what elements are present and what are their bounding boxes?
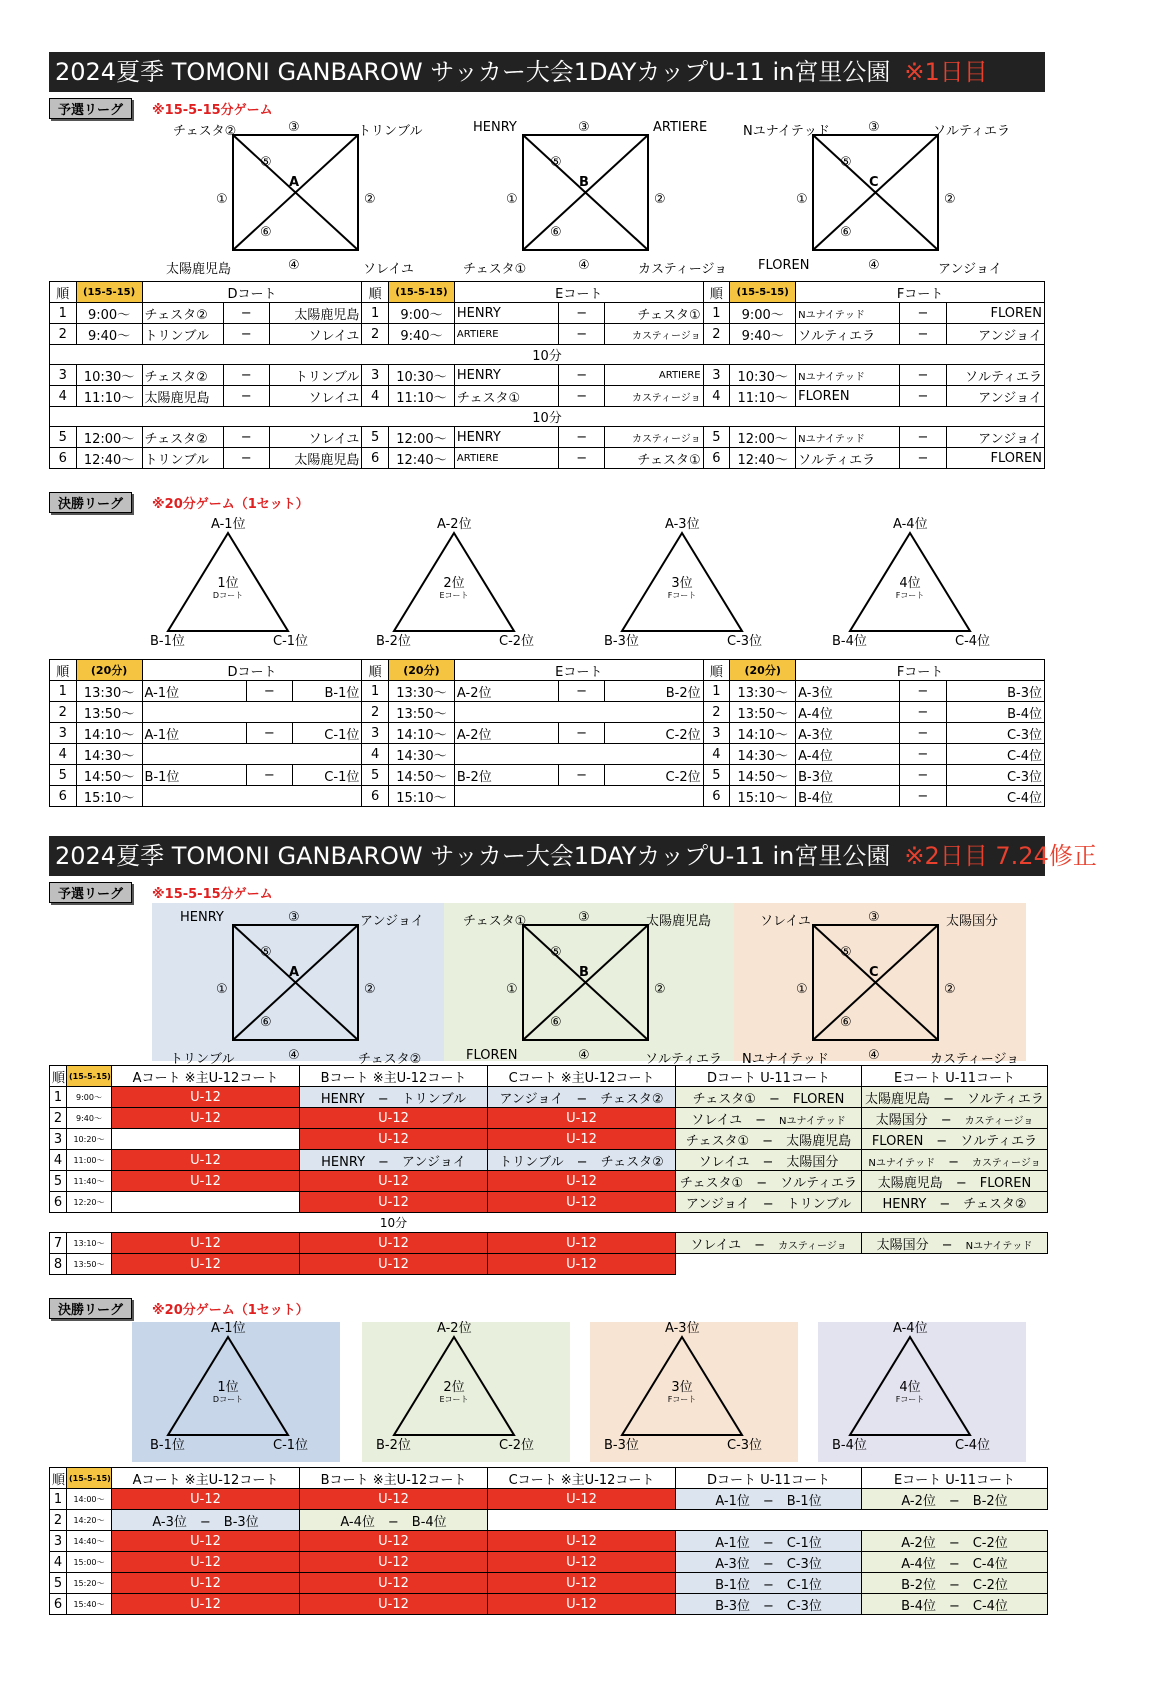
table-row: 4 11:10～ 太陽鹿児島 − ソレイユ 4 11:10～ チェスタ① − カスティージョ 4 11:10～ FLOREN − アンジョイ (50, 386, 1045, 407)
table-row: 4 14:30～ 4 14:30～ 4 14:30～ A-4位 − C-4位 (50, 744, 1045, 765)
table-row: 2 13:50～ 2 13:50～ 2 13:50～ A-4位 − B-4位 (50, 702, 1045, 723)
table-header: 順 (20分) Dコート 順 (20分) Eコート 順 (20分) Fコート (50, 660, 1045, 681)
day1-note: ※1日目 (904, 58, 988, 86)
day1-final-table (49, 659, 1045, 807)
day2-note: ※2日目 7.24修正 (904, 842, 1097, 870)
final-group-1: A-1位 B-1位 C-1位 1位 Dコート (150, 1321, 309, 1453)
table-row: 6 15:10～ 6 15:10～ 6 15:10～ B-4位 − C-4位 (50, 786, 1045, 807)
table-row: 2 14:20～ A-3位 − B-3位 A-4位 − B-4位 (50, 1510, 1048, 1531)
table-header: 順 (15-5-15) Dコート 順 (15-5-15) Eコート 順 (15-5-15) Fコート (50, 282, 1045, 303)
day1-prelim-label: 予選リーグ ※15-5-15分ゲーム (49, 98, 273, 119)
break-row: 10分 (50, 407, 1045, 427)
table-row: 1 14:00～ U-12 U-12 U-12 A-1位 − B-1位 A-2位 − B-2位 (50, 1489, 1048, 1510)
table-row: 1 13:30～ A-1位 − B-1位 1 13:30～ A-2位 − B-2位 1 13:30～ A-3位 − B-3位 (50, 681, 1045, 702)
day1-group-a: チェスタ② トリンブル 太陽鹿児島 ソレイユ ③ ④ ① ② ⑤ ⑥ A (166, 120, 423, 277)
table-header: 順 (15-5-15) Aコート ※主U-12コート Bコート ※主U-12コート Cコート ※主U-12コート Dコート U-11コート Eコート U-11コート (50, 1468, 1048, 1489)
day2-final-label: 決勝リーグ ※20分ゲーム（1セット） (49, 1298, 309, 1319)
table-row: 1 9:00～ U-12 HENRY − トリンブル アンジョイ − チェスタ② チェスタ① − FLOREN 太陽鹿児島 − ソルティエラ (50, 1087, 1048, 1108)
table-row: 5 15:20～ U-12 U-12 U-12 B-1位 − C-1位 B-2位 − C-2位 (50, 1573, 1048, 1594)
day2-group-b: チェスタ① 太陽鹿児島 FLOREN ソルティエラ ③ ④ ① ② ⑤ ⑥ B (463, 910, 722, 1067)
table-row: 6 15:40～ U-12 U-12 U-12 B-3位 − C-3位 B-4位 − C-4位 (50, 1594, 1048, 1615)
day2-final-table (49, 1467, 1048, 1615)
table-header: 順 (15-5-15) Aコート ※主U-12コート Bコート ※主U-12コート Cコート ※主U-12コート Dコート U-11コート Eコート U-11コート (50, 1066, 1048, 1087)
table-row: 5 11:40～ U-12 U-12 U-12 チェスタ① − ソルティエラ 太陽鹿児島 − FLOREN (50, 1171, 1048, 1192)
table-row: 3 10:30～ チェスタ② − トリンブル 3 10:30～ HENRY − ARTIERE 3 10:30～ Nユナイテッド − ソルティエラ (50, 365, 1045, 386)
table-row: 3 14:40～ U-12 U-12 U-12 A-1位 − C-1位 A-2位 − C-2位 (50, 1531, 1048, 1552)
day2-prelim-label: 予選リーグ ※15-5-15分ゲーム (49, 882, 273, 903)
day1-group-b: HENRY ARTIERE チェスタ① カスティージョ ③ ④ ① ② ⑤ ⑥ B (463, 120, 728, 277)
day2-group-c: ソレイユ 太陽国分 Nユナイテッド カスティージョ ③ ④ ① ② ⑤ ⑥ C (742, 910, 1020, 1067)
final-group-1: A-1位 B-1位 C-1位 1位 Dコート (150, 517, 309, 649)
table-row: 6 12:40～ トリンブル − 太陽鹿児島 6 12:40～ ARTIERE − チェスタ① 6 12:40～ ソルティエラ − FLOREN (50, 448, 1045, 469)
day1-title: 2024夏季 TOMONI GANBAROW サッカー大会1DAYカップU-11 in宮里公園 ※1日目 (49, 52, 1045, 92)
table-row: 3 14:10～ A-1位 − C-1位 3 14:10～ A-2位 − C-2位 3 14:10～ A-3位 − C-3位 (50, 723, 1045, 744)
day1-group-c: Nユナイテッド ソルティエラ FLOREN アンジョイ ③ ④ ① ② ⑤ ⑥ C (743, 120, 1010, 277)
final-group-3: A-3位 B-3位 C-3位 3位 Fコート (604, 517, 763, 649)
table-row: 8 13:50～ U-12 U-12 U-12 (50, 1254, 1048, 1275)
day1-prelim-table (49, 281, 1045, 469)
final-group-4: A-4位 B-4位 C-4位 4位 Fコート (832, 517, 991, 649)
final-group-2: A-2位 B-2位 C-2位 2位 Eコート (376, 517, 535, 649)
day2-group-a: HENRY アンジョイ トリンブル チェスタ② ③ ④ ① ② ⑤ ⑥ A (170, 910, 424, 1067)
day2-prelim-table (49, 1065, 1048, 1275)
break-row: 10分 (379, 1215, 408, 1230)
table-row: 5 12:00～ チェスタ② − ソレイユ 5 12:00～ HENRY − カスティージョ 5 12:00～ Nユナイテッド − アンジョイ (50, 427, 1045, 448)
final-group-2: A-2位 B-2位 C-2位 2位 Eコート (376, 1321, 535, 1453)
table-row: 3 10:20～ U-12 U-12 チェスタ① − 太陽鹿児島 FLOREN − ソルティエラ (50, 1129, 1048, 1150)
day1-final-label: 決勝リーグ ※20分ゲーム（1セット） (49, 492, 309, 513)
table-row: 7 13:10～ U-12 U-12 U-12 ソレイユ − カスティージョ 太陽国分 − Nユナイテッド (50, 1233, 1048, 1254)
table-row: 4 15:00～ U-12 U-12 U-12 A-3位 − C-3位 A-4位 − C-4位 (50, 1552, 1048, 1573)
table-row: 1 9:00～ チェスタ② − 太陽鹿児島 1 9:00～ HENRY − チェスタ① 1 9:00～ Nユナイテッド − FLOREN (50, 303, 1045, 324)
table-row: 4 11:00～ U-12 HENRY − アンジョイ トリンブル − チェスタ② ソレイユ − 太陽国分 Nユナイテッド − カスティージョ (50, 1150, 1048, 1171)
final-group-4: A-4位 B-4位 C-4位 4位 Fコート (832, 1321, 991, 1453)
table-row: 6 12:20～ U-12 U-12 アンジョイ − トリンブル HENRY − チェスタ② (50, 1192, 1048, 1213)
table-row: 2 9:40～ U-12 U-12 U-12 ソレイユ − Nユナイテッド 太陽国分 − カスティージョ (50, 1108, 1048, 1129)
table-row: 5 14:50～ B-1位 − C-1位 5 14:50～ B-2位 − C-2位 5 14:50～ B-3位 − C-3位 (50, 765, 1045, 786)
table-row: 2 9:40～ トリンブル − ソレイユ 2 9:40～ ARTIERE − カスティージョ 2 9:40～ ソルティエラ − アンジョイ (50, 324, 1045, 345)
final-group-3: A-3位 B-3位 C-3位 3位 Fコート (604, 1321, 763, 1453)
day2-title: 2024夏季 TOMONI GANBAROW サッカー大会1DAYカップU-11 in宮里公園 ※2日目 7.24修正 (49, 836, 1045, 876)
break-row: 10分 (50, 345, 1045, 365)
